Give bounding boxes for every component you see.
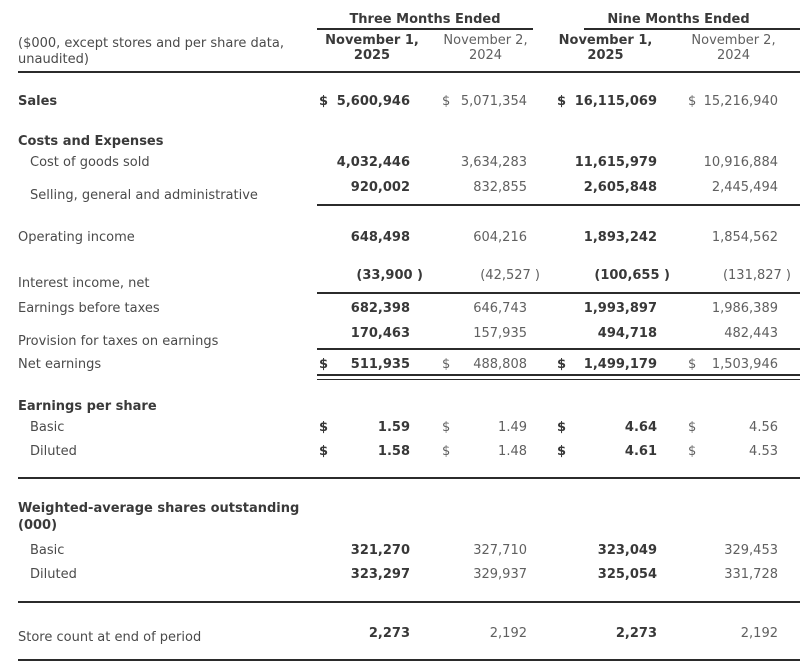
table-row-operating-income xyxy=(0,230,800,246)
rule-section-divider-eps xyxy=(18,477,800,479)
table-row-cogs xyxy=(0,155,800,171)
table-row-earnings-before-taxes xyxy=(0,301,800,317)
table-row-wa-diluted xyxy=(0,567,800,583)
dollar-sign: $ xyxy=(319,420,329,435)
group-header-nine-months: Nine Months Ended xyxy=(607,12,750,27)
cell-3mo-2025: $ 5,600,946 xyxy=(319,94,410,109)
cell-9mo-2025: $ 16,115,069 xyxy=(557,94,657,109)
cell-3mo-2025: 2,273 xyxy=(368,626,410,641)
rule-under-three-months xyxy=(317,28,533,30)
cell-3mo-2024: 327,710 xyxy=(473,543,527,558)
rule-section-divider-store-count xyxy=(18,601,800,603)
rule-under-interest-income xyxy=(317,292,800,294)
cell-3mo-2025: 170,463 xyxy=(350,326,410,341)
cell-3mo-2024: 832,855 xyxy=(473,180,527,195)
cell-3mo-2025: 682,398 xyxy=(350,301,410,316)
rule-above-operating-income xyxy=(317,204,800,206)
cell-9mo-2025: 494,718 xyxy=(597,326,657,341)
cell-3mo-2024: $ 5,071,354 xyxy=(442,94,527,109)
table-row-store-count xyxy=(0,626,800,645)
cell-9mo-2024: 2,192 xyxy=(740,626,778,641)
row-label: Earnings before taxes xyxy=(18,301,160,316)
col-header-nov2-2024-9mo: November 2, 2024 xyxy=(691,33,776,63)
cell-9mo-2024: 331,728 xyxy=(724,567,778,582)
cell-9mo-2024: $ 4.56 xyxy=(688,420,778,435)
dollar-sign: $ xyxy=(557,357,567,372)
rule-header-bottom xyxy=(18,71,800,73)
row-label: Diluted xyxy=(30,567,77,582)
section-heading-weighted-average xyxy=(0,500,800,534)
dollar-sign: $ xyxy=(557,94,567,109)
units-note: ($000, except stores and per share data, unaudited) xyxy=(18,36,284,67)
cell-9mo-2025: 2,273 xyxy=(615,626,657,641)
dollar-sign: $ xyxy=(557,420,567,435)
cell-3mo-2024: 157,935 xyxy=(473,326,527,341)
cell-9mo-2025: 325,054 xyxy=(597,567,657,582)
dollar-sign: $ xyxy=(688,357,697,372)
rule-table-bottom xyxy=(18,659,800,661)
table-row-eps-diluted xyxy=(0,444,800,460)
row-label: Net earnings xyxy=(18,357,102,372)
cell-9mo-2025: $ 1,499,179 xyxy=(557,357,657,372)
cell-3mo-2025: (33,900 ) xyxy=(356,268,423,283)
row-label: Cost of goods sold xyxy=(30,155,150,170)
cell-9mo-2024: 10,916,884 xyxy=(703,155,778,170)
cell-3mo-2024: 3,634,283 xyxy=(460,155,527,170)
row-label: Selling, general and administrative xyxy=(30,188,258,203)
rule-under-nine-months xyxy=(584,28,800,30)
dollar-sign: $ xyxy=(688,420,697,435)
cell-9mo-2025: $ 4.61 xyxy=(557,444,657,459)
cell-3mo-2024: 329,937 xyxy=(473,567,527,582)
cell-9mo-2025: 1,893,242 xyxy=(583,230,657,245)
rule-double-bottom xyxy=(317,379,800,381)
cell-9mo-2025: $ 4.64 xyxy=(557,420,657,435)
row-label: Diluted xyxy=(30,444,77,459)
table-row-provision-taxes xyxy=(0,326,800,349)
cell-3mo-2024: 646,743 xyxy=(473,301,527,316)
section-heading-eps xyxy=(0,399,800,415)
dollar-sign: $ xyxy=(442,94,451,109)
table-row-net-earnings xyxy=(0,357,800,373)
cell-3mo-2024: 2,192 xyxy=(489,626,527,641)
cell-3mo-2024: $ 1.48 xyxy=(442,444,527,459)
cell-9mo-2024: 329,453 xyxy=(724,543,778,558)
cell-3mo-2025: 321,270 xyxy=(350,543,410,558)
dollar-sign: $ xyxy=(557,444,567,459)
row-label: Sales xyxy=(18,94,58,109)
dollar-sign: $ xyxy=(688,94,697,109)
dollar-sign: $ xyxy=(442,420,451,435)
row-label: Basic xyxy=(30,420,65,435)
row-label: Store count at end of period xyxy=(18,630,202,645)
cell-9mo-2024: 482,443 xyxy=(724,326,778,341)
cell-9mo-2025: 2,605,848 xyxy=(583,180,657,195)
cell-9mo-2025: 323,049 xyxy=(597,543,657,558)
cell-3mo-2025: $ 1.58 xyxy=(319,444,410,459)
cell-3mo-2024: $ 488,808 xyxy=(442,357,527,372)
row-label: Provision for taxes on earnings xyxy=(18,334,219,349)
col-header-nov2-2024-3mo: November 2, 2024 xyxy=(443,33,528,63)
section-label: Earnings per share xyxy=(18,399,157,414)
dollar-sign: $ xyxy=(319,444,329,459)
dollar-sign: $ xyxy=(442,357,451,372)
dollar-sign: $ xyxy=(688,444,697,459)
rule-above-net-earnings xyxy=(317,348,800,350)
table-row-wa-basic xyxy=(0,543,800,559)
cell-9mo-2024: 1,986,389 xyxy=(711,301,778,316)
table-row-sga xyxy=(0,180,800,203)
table-row-eps-basic xyxy=(0,420,800,436)
cell-9mo-2024: $ 1,503,946 xyxy=(688,357,778,372)
cell-3mo-2024: (42,527 ) xyxy=(480,268,540,283)
cell-3mo-2025: 323,297 xyxy=(350,567,410,582)
cell-9mo-2024: 1,854,562 xyxy=(711,230,778,245)
cell-9mo-2025: (100,655 ) xyxy=(594,268,670,283)
cell-9mo-2025: 11,615,979 xyxy=(574,155,657,170)
cell-3mo-2025: 920,002 xyxy=(350,180,410,195)
row-label: Basic xyxy=(30,543,65,558)
table-row-interest-income xyxy=(0,268,800,291)
dollar-sign: $ xyxy=(319,94,329,109)
cell-3mo-2025: $ 1.59 xyxy=(319,420,410,435)
cell-3mo-2024: $ 1.49 xyxy=(442,420,527,435)
dollar-sign: $ xyxy=(442,444,451,459)
row-label: Interest income, net xyxy=(18,276,150,291)
cell-3mo-2025: $ 511,935 xyxy=(319,357,410,372)
section-heading-costs-and-expenses xyxy=(0,134,800,150)
cell-3mo-2025: 648,498 xyxy=(350,230,410,245)
cell-3mo-2025: 4,032,446 xyxy=(336,155,410,170)
col-header-nov1-2025-3mo: November 1, 2025 xyxy=(325,33,419,63)
cell-9mo-2024: (131,827 ) xyxy=(722,268,791,283)
dollar-sign: $ xyxy=(319,357,329,372)
section-label: Costs and Expenses xyxy=(18,134,164,149)
cell-9mo-2025: 1,993,897 xyxy=(583,301,657,316)
section-label: Weighted-average shares outstanding (000) xyxy=(18,501,300,533)
rule-double-top xyxy=(317,374,800,376)
group-header-three-months: Three Months Ended xyxy=(349,12,501,27)
row-label: Operating income xyxy=(18,230,135,245)
cell-3mo-2024: 604,216 xyxy=(473,230,527,245)
col-header-nov1-2025-9mo: November 1, 2025 xyxy=(558,33,653,63)
cell-9mo-2024: $ 15,216,940 xyxy=(688,94,778,109)
cell-9mo-2024: $ 4.53 xyxy=(688,444,778,459)
cell-9mo-2024: 2,445,494 xyxy=(711,180,778,195)
table-row-sales xyxy=(0,94,800,110)
